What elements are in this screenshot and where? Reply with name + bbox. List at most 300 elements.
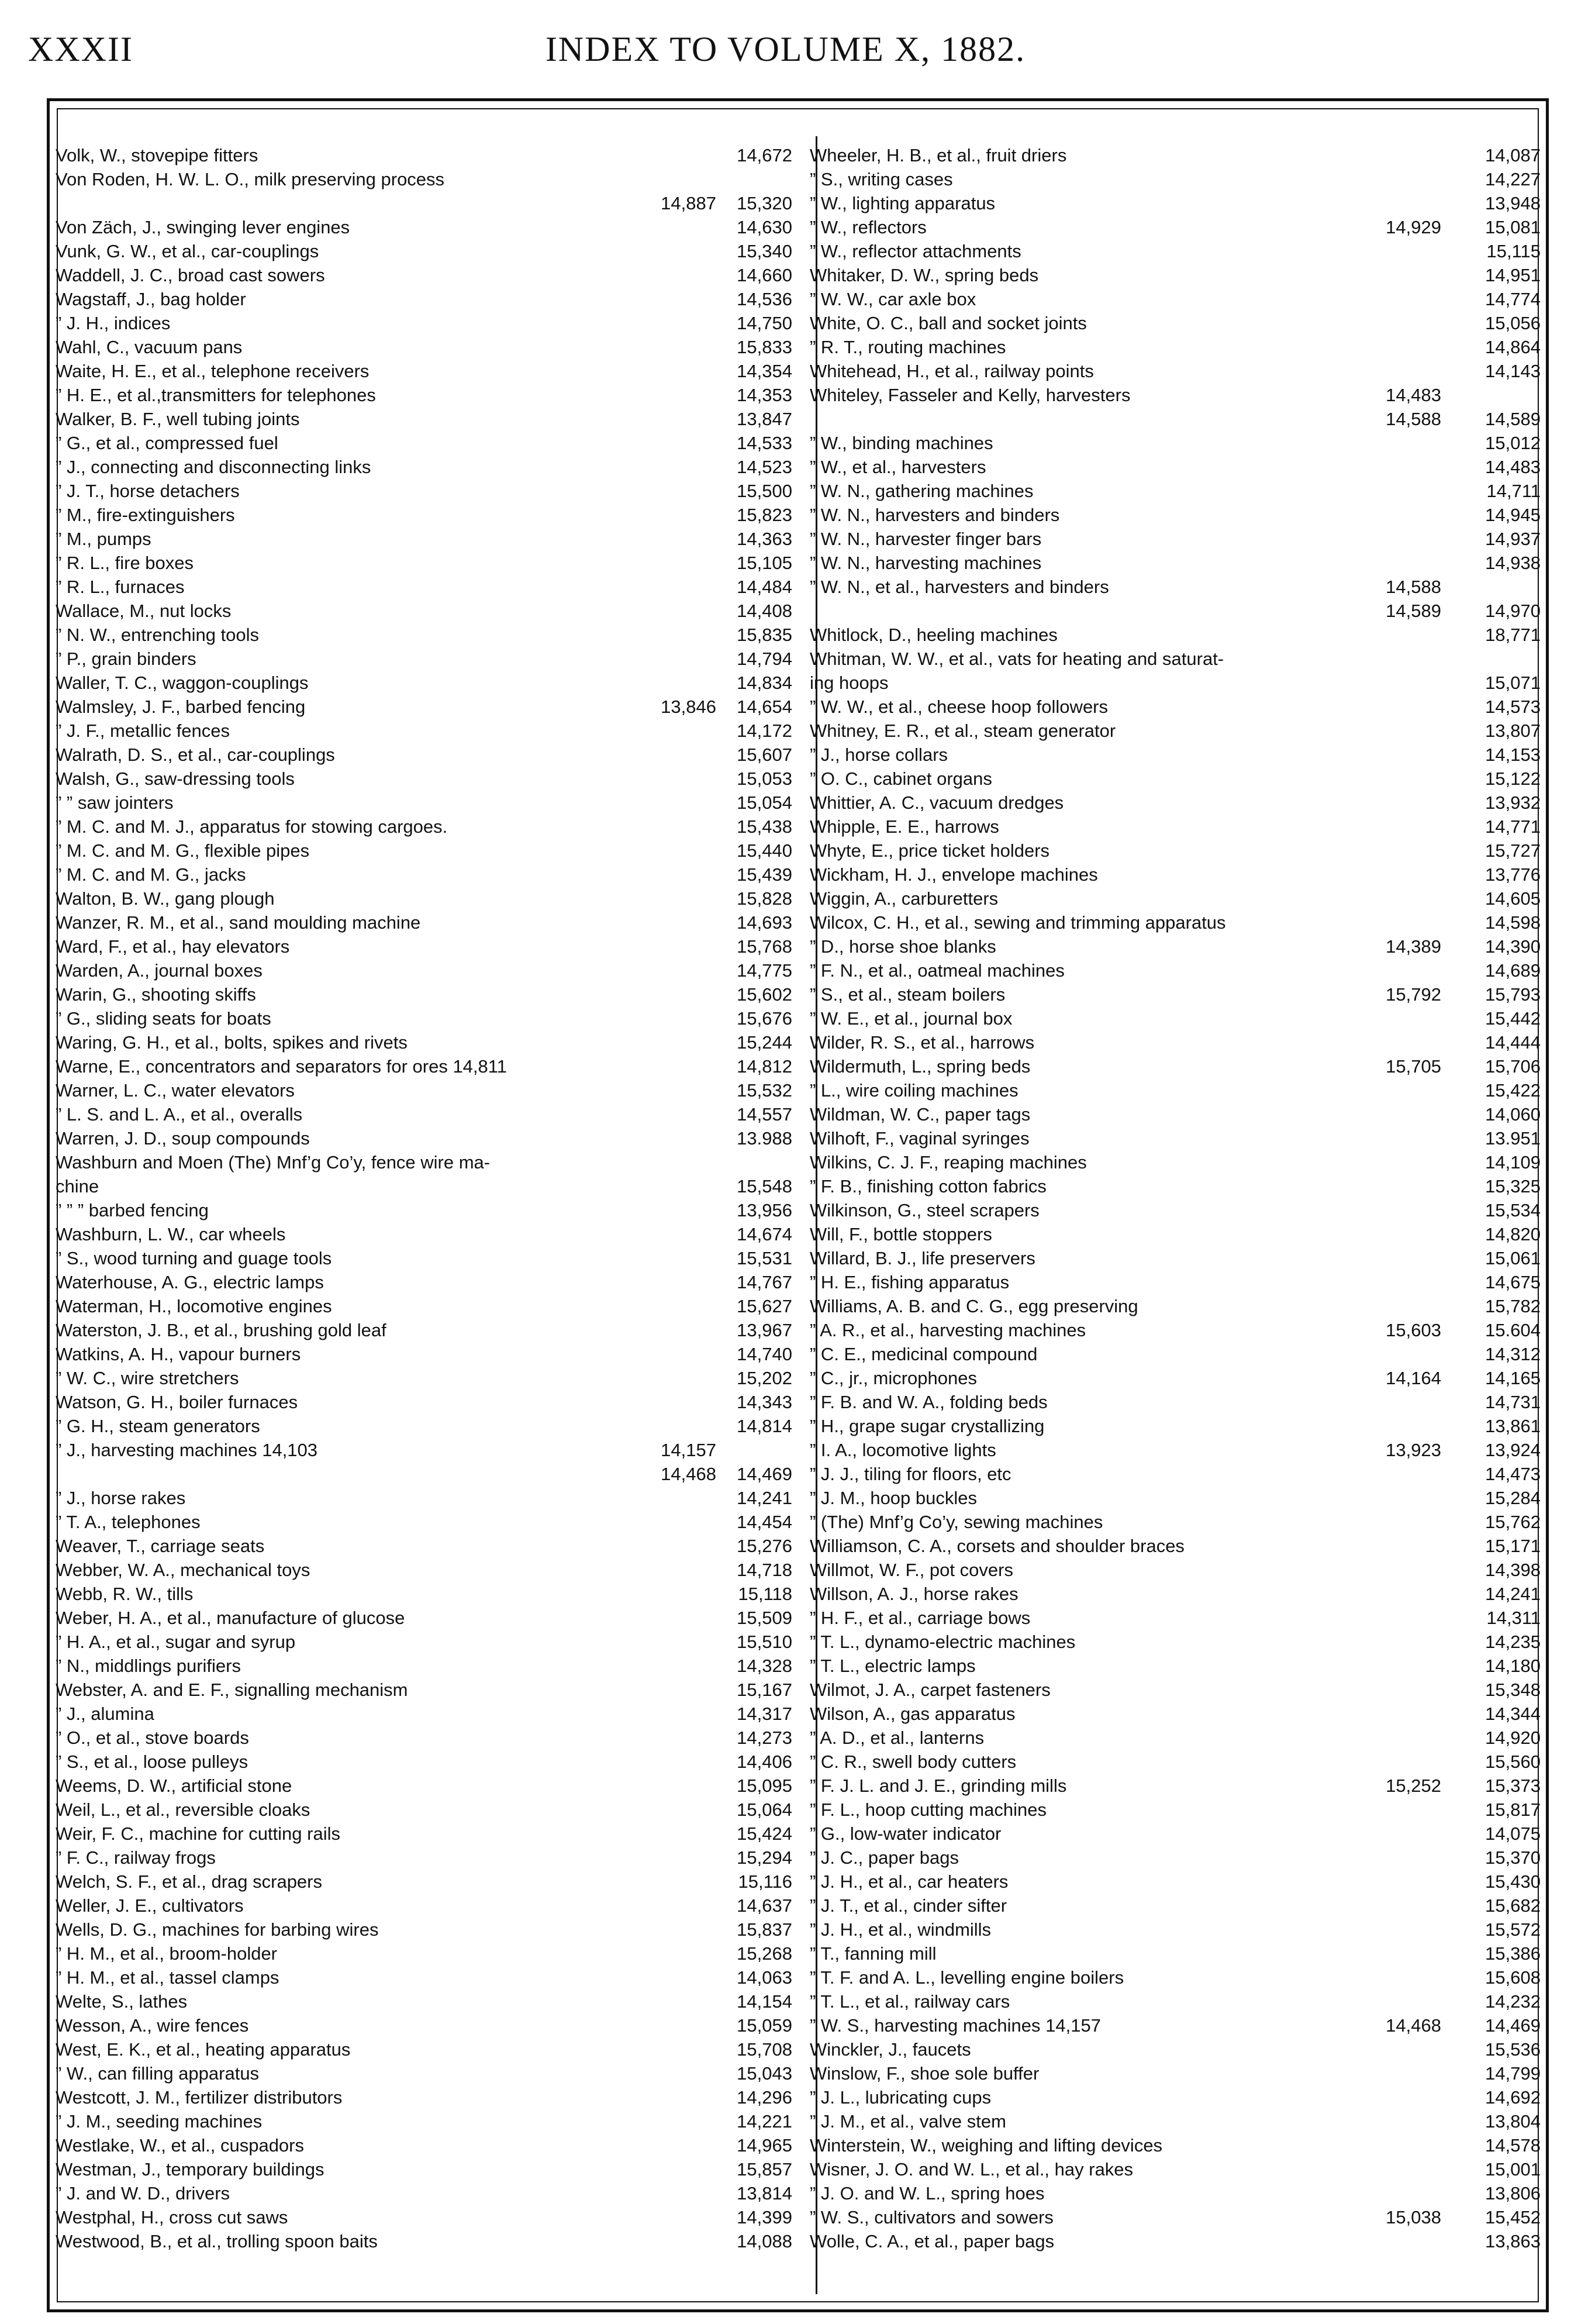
patent-number: 14,951	[1485, 265, 1541, 285]
index-entry-text: ” T. A., telephones	[56, 1512, 201, 1532]
index-entry	[56, 239, 798, 263]
patent-number: 15,828	[737, 888, 792, 909]
index-entry	[810, 647, 1552, 671]
page-header	[0, 0, 1571, 88]
patent-number: 15,531	[737, 1248, 792, 1268]
patent-number: 15,602	[737, 984, 792, 1005]
patent-number: 15,294	[737, 1847, 792, 1868]
index-entry	[810, 1102, 1552, 1126]
patent-number: 13,924	[1485, 1440, 1541, 1460]
index-entry	[810, 1510, 1552, 1534]
index-entry	[56, 527, 798, 551]
patent-number: 14,731	[1485, 1392, 1541, 1412]
index-entry-text: ” H. E., et al.,transmitters for telephones	[56, 385, 376, 405]
index-entry-text: ” H. M., et al., broom-holder	[56, 1943, 278, 1964]
index-entry	[810, 815, 1552, 839]
index-entry-text: Wells, D. G., machines for barbing wires	[56, 1919, 379, 1940]
index-entry	[56, 1222, 798, 1246]
index-entry	[810, 143, 1552, 167]
index-entry-text: Westwood, B., et al., trolling spoon baits	[56, 2231, 378, 2251]
index-entry-text: ” W. S., cultivators and sowers	[810, 2207, 1054, 2228]
index-entry	[810, 1078, 1552, 1102]
index-entry-text: Weir, F. C., machine for cutting rails	[56, 1823, 340, 1844]
patent-number: 15,373	[1485, 1775, 1541, 1796]
patent-number: 14,533	[737, 433, 792, 453]
index-entry-text: ” G., et al., compressed fuel	[56, 433, 278, 453]
patent-number: 14,109	[1485, 1152, 1541, 1173]
index-entry	[810, 503, 1552, 527]
patent-number: 14,938	[1485, 553, 1541, 573]
patent-number: 14,660	[737, 265, 792, 285]
index-entry-text: Wheeler, H. B., et al., fruit driers	[810, 145, 1067, 165]
index-entry-text: ” W. E., et al., journal box	[810, 1008, 1013, 1029]
patent-number: 13,863	[1485, 2231, 1541, 2251]
index-entry	[56, 1174, 798, 1198]
patent-number: 13,776	[1485, 864, 1541, 885]
index-entry	[56, 1486, 798, 1510]
index-entry	[810, 1870, 1552, 1894]
index-entry-text: ” I. A., locomotive lights	[810, 1440, 996, 1460]
index-entry	[56, 455, 798, 479]
patent-number: 14,087	[1485, 145, 1541, 165]
patent-number-secondary: 14,588	[1386, 577, 1441, 597]
patent-number: 14,536	[737, 289, 792, 309]
patent-number: 13,806	[1485, 2183, 1541, 2204]
index-entry-text: Waterston, J. B., et al., brushing gold leaf	[56, 1320, 386, 1340]
index-entry	[56, 1126, 798, 1150]
patent-number: 14,799	[1485, 2063, 1541, 2084]
index-entry-text: ” J., horse collars	[810, 744, 948, 765]
index-entry	[56, 743, 798, 767]
patent-number: 15,167	[737, 1680, 792, 1700]
index-entry-text: ” J. M., et al., valve stem	[810, 2111, 1006, 2132]
patent-number: 15,500	[737, 481, 792, 501]
index-entry-text: ” D., horse shoe blanks	[810, 936, 996, 957]
index-entry-text: ” J. F., metallic fences	[56, 720, 230, 741]
index-entry	[810, 982, 1552, 1006]
index-entry	[56, 2061, 798, 2085]
index-entry-text: Walrath, D. S., et al., car-couplings	[56, 744, 335, 765]
patent-number-secondary: 15,705	[1386, 1056, 1441, 1077]
index-entry-text: Wilkins, C. J. F., reaping machines	[810, 1152, 1087, 1173]
patent-number: 14,343	[737, 1392, 792, 1412]
patent-number: 13,847	[737, 409, 792, 429]
index-entry	[56, 503, 798, 527]
patent-number: 15,116	[738, 1871, 792, 1892]
patent-number: 14,143	[1485, 361, 1541, 381]
patent-number: 15,837	[737, 1919, 792, 1940]
patent-number: 15,340	[737, 241, 792, 261]
index-entry-text: ” J., horse rakes	[56, 1488, 186, 1508]
patent-number: 14,227	[1485, 169, 1541, 189]
index-entry	[810, 935, 1552, 958]
patent-number: 15,676	[737, 1008, 792, 1029]
index-entry-text: chine	[56, 1176, 99, 1197]
index-entry-text: Welte, S., lathes	[56, 1991, 188, 2012]
index-entry-text: ” O. C., cabinet organs	[810, 768, 992, 789]
index-entry	[810, 527, 1552, 551]
index-column-left	[56, 143, 798, 2253]
patent-number-secondary: 14,929	[1386, 217, 1441, 237]
index-entry-text: ” W., can filling apparatus	[56, 2063, 260, 2084]
patent-number: 14,557	[737, 1104, 792, 1125]
index-entry	[56, 1438, 798, 1462]
index-entry-text: Will, F., bottle stoppers	[810, 1224, 992, 1244]
patent-number: 14,483	[1485, 457, 1541, 477]
patent-number: 15,793	[1485, 984, 1541, 1005]
patent-number: 14,353	[737, 385, 792, 405]
index-entry-text: ” W., binding machines	[810, 433, 993, 453]
index-entry	[810, 1438, 1552, 1462]
index-entry-text: Waddell, J. C., broad cast sowers	[56, 265, 325, 285]
index-entry	[810, 1918, 1552, 1942]
patent-number-secondary: 14,389	[1386, 936, 1441, 957]
index-entry	[810, 1942, 1552, 1966]
patent-number: 14,820	[1485, 1224, 1541, 1244]
index-entry	[56, 767, 798, 791]
patent-number: 14,767	[737, 1272, 792, 1292]
index-entry-text: ” L., wire coiling machines	[810, 1080, 1018, 1101]
index-entry	[810, 2181, 1552, 2205]
patent-number: 15,061	[1485, 1248, 1541, 1268]
index-entry	[56, 551, 798, 575]
index-entry	[56, 1989, 798, 2013]
index-entry-text: ” N. W., entrenching tools	[56, 625, 260, 645]
index-entry	[56, 2157, 798, 2181]
index-entry	[56, 479, 798, 503]
index-entry-text: Wiggin, A., carburetters	[810, 888, 999, 909]
index-entry-text: ” G., sliding seats for boats	[56, 1008, 271, 1029]
index-entry	[810, 575, 1552, 599]
index-entry	[810, 1558, 1552, 1582]
index-entry	[810, 2085, 1552, 2109]
patent-number: 15,105	[737, 553, 792, 573]
patent-number-secondary: 13,923	[1386, 1440, 1441, 1460]
patent-number: 15,118	[738, 1584, 792, 1604]
index-entry-text: Webb, R. W., tills	[56, 1584, 194, 1604]
patent-number: 14,970	[1485, 601, 1541, 621]
patent-number: 15,452	[1485, 2207, 1541, 2228]
patent-number: 14,605	[1485, 888, 1541, 909]
index-entry-text: ” W. N., harvesting machines	[810, 553, 1042, 573]
index-entry-text: ” A. R., et al., harvesting machines	[810, 1320, 1086, 1340]
index-entry-text: Whitaker, D. W., spring beds	[810, 265, 1039, 285]
index-entry-text: Wilson, A., gas apparatus	[810, 1704, 1016, 1724]
patent-number: 15,095	[737, 1775, 792, 1796]
patent-number: 14,675	[1485, 1272, 1541, 1292]
patent-number: 15,857	[737, 2159, 792, 2180]
index-entry	[810, 1462, 1552, 1486]
index-entry-text: ” N., middlings purifiers	[56, 1656, 241, 1676]
patent-number: 15,059	[737, 2015, 792, 2036]
index-entry	[56, 1966, 798, 1989]
patent-number: 14,221	[737, 2111, 792, 2132]
patent-number: 14,473	[1485, 1464, 1541, 1484]
index-entry	[810, 455, 1552, 479]
index-entry-text: ” L. S. and L. A., et al., overalls	[56, 1104, 303, 1125]
index-entry-text: West, E. K., et al., heating apparatus	[56, 2039, 351, 2060]
index-entry-text: Walton, B. W., gang plough	[56, 888, 275, 909]
patent-number: 14,578	[1485, 2135, 1541, 2156]
patent-number: 15,115	[1486, 241, 1541, 261]
index-entry-text: ” S., writing cases	[810, 169, 953, 189]
index-entry	[56, 1606, 798, 1630]
index-frame	[47, 98, 1549, 2312]
patent-number: 15,762	[1485, 1512, 1541, 1532]
index-entry	[56, 1054, 798, 1078]
index-entry-text: ” T. F. and A. L., levelling engine boilers	[810, 1967, 1124, 1988]
patent-number: 14,088	[737, 2231, 792, 2251]
index-entry-text: ” W., reflector attachments	[810, 241, 1021, 261]
index-entry-text: ” W., lighting apparatus	[810, 193, 996, 213]
index-entry-text: Westcott, J. M., fertilizer distributors	[56, 2087, 343, 2108]
index-entry	[810, 2133, 1552, 2157]
index-entry-text: ” G. H., steam generators	[56, 1416, 260, 1436]
index-entry	[810, 1822, 1552, 1846]
patent-number: 15,835	[737, 625, 792, 645]
index-entry	[810, 1390, 1552, 1414]
index-entry	[56, 1390, 798, 1414]
index-entry	[56, 407, 798, 431]
index-entry-text: Westphal, H., cross cut saws	[56, 2207, 288, 2228]
index-entry	[810, 1198, 1552, 1222]
patent-number: 14,523	[737, 457, 792, 477]
index-entry	[810, 1246, 1552, 1270]
index-entry	[810, 1054, 1552, 1078]
index-entry	[56, 2229, 798, 2253]
index-entry	[810, 2109, 1552, 2133]
index-entry	[56, 167, 798, 191]
patent-number-secondary: 14,468	[1386, 2015, 1441, 2036]
patent-number: 14,573	[1485, 696, 1541, 717]
patent-number-secondary: 15,252	[1386, 1775, 1441, 1796]
patent-number: 15,320	[737, 193, 792, 213]
patent-number: 14,469	[737, 1464, 792, 1484]
index-entry-text: Washburn and Moen (The) Mnf’g Co’y, fence wire ma-	[56, 1152, 491, 1173]
index-entry	[810, 1726, 1552, 1750]
index-entry-text: ” F. C., railway frogs	[56, 1847, 216, 1868]
index-entry-text: ” J. H., et al., car heaters	[810, 1871, 1009, 1892]
patent-number: 14,484	[737, 577, 792, 597]
index-entry	[56, 1870, 798, 1894]
index-entry	[56, 1630, 798, 1654]
index-entry-text: Williams, A. B. and C. G., egg preserving	[810, 1296, 1138, 1316]
patent-number: 14,689	[1485, 960, 1541, 981]
index-entry-text: Wickham, H. J., envelope machines	[810, 864, 1098, 885]
patent-number: 14,814	[737, 1416, 792, 1436]
index-entry-text: ” H. F., et al., carriage bows	[810, 1608, 1031, 1628]
index-entry-text: Whyte, E., price ticket holders	[810, 840, 1050, 861]
patent-number: 15,607	[737, 744, 792, 765]
index-entry-text: Warren, J. D., soup compounds	[56, 1128, 310, 1149]
patent-number: 15,054	[737, 792, 792, 813]
patent-number: 14,075	[1485, 1823, 1541, 1844]
patent-number: 15,276	[737, 1536, 792, 1556]
patent-number: 15,325	[1485, 1176, 1541, 1197]
index-entry	[56, 1582, 798, 1606]
index-entry-text: ” T. L., dynamo-electric machines	[810, 1632, 1076, 1652]
patent-number: 14,775	[737, 960, 792, 981]
index-entry	[810, 551, 1552, 575]
patent-number: 14,296	[737, 2087, 792, 2108]
index-entry-text: Willmot, W. F., pot covers	[810, 1560, 1013, 1580]
patent-number: 14,740	[737, 1344, 792, 1364]
index-entry	[810, 1222, 1552, 1246]
patent-number: 14,408	[737, 601, 792, 621]
index-entry-text: ” J. C., paper bags	[810, 1847, 959, 1868]
index-entry	[56, 2109, 798, 2133]
index-entry-text: ” S., et al., loose pulleys	[56, 1751, 248, 1772]
index-entry	[810, 1030, 1552, 1054]
index-entry-text: ” J. L., lubricating cups	[810, 2087, 992, 2108]
index-entry	[810, 791, 1552, 815]
index-entry-text: ” W., reflectors	[810, 217, 927, 237]
index-entry-text: ” W. N., harvester finger bars	[810, 529, 1042, 549]
patent-number: 14,344	[1485, 1704, 1541, 1724]
patent-number: 14,180	[1485, 1656, 1541, 1676]
index-entry-text: ” T., fanning mill	[810, 1943, 937, 1964]
index-entry	[810, 2061, 1552, 2085]
index-entry-text: ” R. L., furnaces	[56, 577, 185, 597]
index-entry-text: ” J. T., et al., cinder sifter	[810, 1895, 1007, 1916]
index-entry-text: ” ” saw jointers	[56, 792, 174, 813]
index-entry	[56, 1198, 798, 1222]
index-entry	[56, 2181, 798, 2205]
index-entry-text: ” M., pumps	[56, 529, 151, 549]
index-entry-text: ” (The) Mnf’g Co’y, sewing machines	[810, 1512, 1103, 1532]
patent-number: 14,672	[737, 145, 792, 165]
index-entry-text: ” W. N., et al., harvesters and binders	[810, 577, 1109, 597]
index-entry	[810, 1366, 1552, 1390]
patent-number: 13.988	[737, 1128, 792, 1149]
index-entry-text: Willard, B. J., life preservers	[810, 1248, 1035, 1268]
index-entry	[56, 1366, 798, 1390]
index-entry-text: ” W. W., et al., cheese hoop followers	[810, 696, 1109, 717]
patent-number: 14,589	[1485, 409, 1541, 429]
patent-number: 15,608	[1485, 1967, 1541, 1988]
index-entry	[56, 359, 798, 383]
index-entry-text: ” J. H., indices	[56, 313, 171, 333]
index-entry-text: Walsh, G., saw-dressing tools	[56, 768, 295, 789]
patent-number-secondary: 14,468	[661, 1464, 716, 1484]
index-entry	[810, 599, 1552, 623]
patent-number: 15,053	[737, 768, 792, 789]
patent-number: 15,782	[1485, 1296, 1541, 1316]
index-entry-text: Warner, L. C., water elevators	[56, 1080, 295, 1101]
patent-number: 14,153	[1485, 744, 1541, 765]
patent-number: 14,241	[1485, 1584, 1541, 1604]
patent-number: 15,202	[737, 1368, 792, 1388]
patent-number: 15,817	[1485, 1799, 1541, 1820]
index-entry	[810, 287, 1552, 311]
patent-number: 15,370	[1485, 1847, 1541, 1868]
index-entry	[56, 911, 798, 935]
index-entry	[810, 1294, 1552, 1318]
patent-number: 14,637	[737, 1895, 792, 1916]
index-entry-text: ” C. R., swell body cutters	[810, 1751, 1017, 1772]
patent-number: 15,509	[737, 1608, 792, 1628]
index-entry-text: ” ” ” barbed fencing	[56, 1200, 209, 1220]
index-entry-text: Whitlock, D., heeling machines	[810, 625, 1058, 645]
index-entry-text: ” W. C., wire stretchers	[56, 1368, 239, 1388]
patent-number: 14,750	[737, 313, 792, 333]
index-entry	[56, 887, 798, 911]
index-entry-text: ” H. E., fishing apparatus	[810, 1272, 1010, 1292]
index-entry-text: ” M. C. and M. G., flexible pipes	[56, 840, 310, 861]
index-entry	[56, 1414, 798, 1438]
index-entry	[810, 1846, 1552, 1870]
patent-number: 14,235	[1485, 1632, 1541, 1652]
index-entry-text: ” C. E., medicinal compound	[810, 1344, 1038, 1364]
index-entry-text: Wisner, J. O. and W. L., et al., hay rakes	[810, 2159, 1134, 2180]
patent-number: 15,386	[1485, 1943, 1541, 1964]
index-entry	[56, 2013, 798, 2037]
index-entry-text: ” J. M., hoop buckles	[810, 1488, 978, 1508]
patent-number: 15.604	[1485, 1320, 1541, 1340]
patent-number: 14,812	[737, 1056, 792, 1077]
patent-number: 14,945	[1485, 505, 1541, 525]
patent-number: 15,422	[1485, 1080, 1541, 1101]
patent-number: 14,241	[737, 1488, 792, 1508]
patent-number: 14,399	[737, 2207, 792, 2228]
index-entry-text: ” O., et al., stove boards	[56, 1728, 249, 1748]
index-entry-text: ” A. D., et al., lanterns	[810, 1728, 985, 1748]
index-entry-text: Watkins, A. H., vapour burners	[56, 1344, 301, 1364]
index-entry-text: ” W. S., harvesting machines 14,157	[810, 2015, 1101, 2036]
patent-number: 14,711	[1486, 481, 1541, 501]
index-entry	[810, 1989, 1552, 2013]
index-entry	[56, 1894, 798, 1918]
patent-number: 14,864	[1485, 337, 1541, 357]
index-entry-text: ” S., wood turning and guage tools	[56, 1248, 332, 1268]
index-entry	[56, 647, 798, 671]
index-entry	[56, 1774, 798, 1798]
patent-number: 15,833	[737, 337, 792, 357]
index-entry	[56, 1078, 798, 1102]
index-entry-text: Westlake, W., et al., cuspadors	[56, 2135, 304, 2156]
index-entry-text: Wagstaff, J., bag holder	[56, 289, 246, 309]
index-entry	[810, 1798, 1552, 1822]
index-entry-text: Winslow, F., shoe sole buffer	[810, 2063, 1040, 2084]
patent-number: 15,012	[1485, 433, 1541, 453]
patent-number: 15,572	[1485, 1919, 1541, 1940]
index-entry	[810, 1270, 1552, 1294]
index-entry-text: ” J., alumina	[56, 1704, 154, 1724]
index-entry	[810, 191, 1552, 215]
patent-number: 14,273	[737, 1728, 792, 1748]
index-entry	[810, 1486, 1552, 1510]
index-entry-text: ” P., grain binders	[56, 649, 196, 669]
patent-number: 14,165	[1485, 1368, 1541, 1388]
patent-number: 13.951	[1485, 1128, 1541, 1149]
index-entry	[810, 335, 1552, 359]
index-entry-text: Von Roden, H. W. L. O., milk preserving process	[56, 169, 445, 189]
patent-number: 13,814	[737, 2183, 792, 2204]
patent-number: 15,627	[737, 1296, 792, 1316]
index-entry	[810, 359, 1552, 383]
index-entry	[56, 287, 798, 311]
index-entry-text: ing hoops	[810, 673, 889, 693]
index-entry-text: ” F. L., hoop cutting machines	[810, 1799, 1047, 1820]
index-entry-text: Weil, L., et al., reversible cloaks	[56, 1799, 310, 1820]
index-entry-text: ” J. O. and W. L., spring hoes	[810, 2183, 1045, 2204]
index-entry-text: Washburn, L. W., car wheels	[56, 1224, 286, 1244]
index-entry	[56, 1102, 798, 1126]
index-entry	[56, 1846, 798, 1870]
index-entry	[56, 1246, 798, 1270]
index-entry	[56, 935, 798, 958]
index-entry	[810, 623, 1552, 647]
